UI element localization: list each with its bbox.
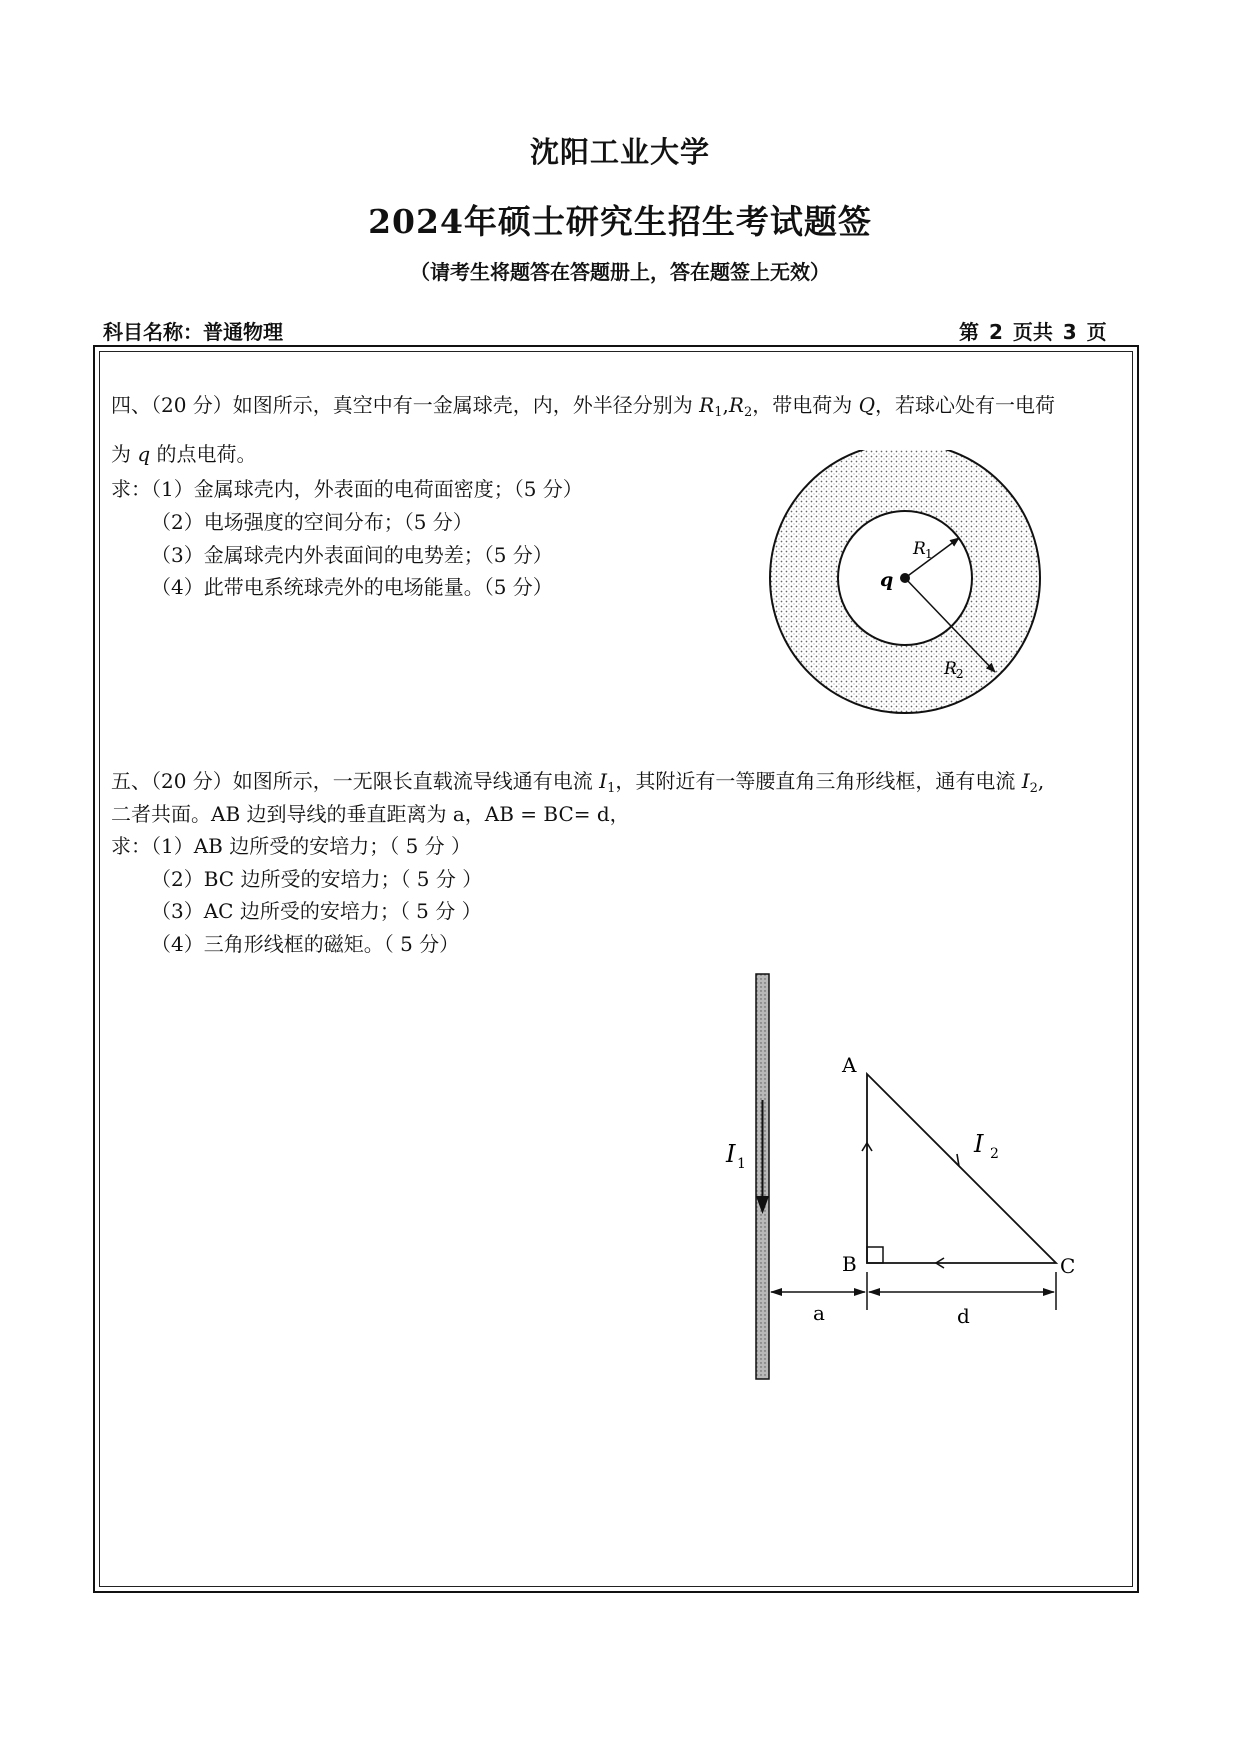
q4-line1-c: ，若球心处有一电荷 xyxy=(874,393,1055,417)
q5-i2-letter: I xyxy=(1021,769,1030,793)
exam-title: 2024年硕士研究生招生考试题签 xyxy=(368,202,872,241)
r2-label-sub: 2 xyxy=(956,667,964,681)
ac-current-chevron xyxy=(951,1154,959,1166)
q4-line1-a: 四、（20 分）如图所示，真空中有一金属球壳，内，外半径分别为 xyxy=(111,393,700,417)
exam-note: （请考生将题答在答题册上，答在题签上无效） xyxy=(410,260,830,284)
q5-line1-c: , xyxy=(1037,769,1045,793)
q4-line2-b: 的点电荷。 xyxy=(150,442,257,466)
dim-d-label: d xyxy=(957,1304,970,1328)
q5-item-1: 求：（1）AB 边所受的安培力；（ 5 分 ） xyxy=(111,834,472,858)
school-name: 沈阳工业大学 xyxy=(529,135,710,169)
I1-label-sub: 1 xyxy=(737,1156,746,1172)
q5-i2-sub: 2 xyxy=(1029,781,1038,796)
q4-shell-figure xyxy=(760,450,1060,730)
q5-line1-a: 五、（20 分）如图所示，一无限长直载流导线通有电流 xyxy=(111,769,600,793)
q5-line1 xyxy=(111,767,1044,803)
q-label: q xyxy=(880,569,894,591)
q5-line1-b: ，其附近有一等腰直角三角形线框，通有电流 xyxy=(615,769,1022,793)
triangle-loop xyxy=(867,1074,1056,1263)
vertex-C: C xyxy=(1060,1254,1076,1278)
q5-item-4: （4）三角形线框的磁矩。（ 5 分） xyxy=(151,932,460,956)
r1-label: R xyxy=(913,539,926,559)
q4-r2-letter: R xyxy=(728,393,744,417)
q5-i1-sub: 1 xyxy=(607,781,616,796)
q5-item-2: （2）BC 边所受的安培力；（ 5 分 ） xyxy=(151,867,483,891)
r1-label-sub: 1 xyxy=(925,547,933,561)
q5-line2: 二者共面。AB 边到导线的垂直距离为 a，AB = BC= d， xyxy=(111,802,630,826)
q5-item-3: （3）AC 边所受的安培力；（ 5 分 ） xyxy=(151,899,482,923)
q4-r1-sub: 1 xyxy=(714,405,723,420)
page-info: 第 2 页共 3 页 xyxy=(959,320,1107,344)
I1-label: I xyxy=(726,1140,736,1168)
q5-wire-loop-figure xyxy=(700,970,1120,1390)
q4-item-4: （4）此带电系统球壳外的电场能量。（5 分） xyxy=(151,575,553,599)
I2-label: I xyxy=(974,1130,984,1158)
I2-label-sub: 2 xyxy=(990,1146,999,1162)
q4-Q: Q xyxy=(858,393,875,417)
vertex-A: A xyxy=(842,1053,857,1077)
q4-line1 xyxy=(111,391,1055,427)
q4-comma: , xyxy=(722,393,729,417)
q4-r1-letter: R xyxy=(699,393,715,417)
q4-item-2: （2）电场强度的空间分布；（5 分） xyxy=(151,510,473,534)
right-angle-mark xyxy=(867,1247,883,1263)
q4-line2 xyxy=(111,440,257,468)
q4-line1-b: ，带电荷为 xyxy=(752,393,859,417)
q4-q: q xyxy=(137,442,151,466)
q4-line2-a: 为 xyxy=(111,442,138,466)
r2-label: R xyxy=(944,659,957,679)
q4-r2-sub: 2 xyxy=(743,405,753,420)
subject-label: 科目名称：普通物理 xyxy=(103,320,283,344)
q4-item-3: （3）金属球壳内外表面间的电势差；（5 分） xyxy=(151,543,553,567)
q5-i1-letter: I xyxy=(599,769,608,793)
vertex-B: B xyxy=(842,1252,857,1276)
q4-item-1: 求：（1）金属球壳内，外表面的电荷面密度；（5 分） xyxy=(111,477,583,501)
dim-a-label: a xyxy=(813,1301,825,1325)
